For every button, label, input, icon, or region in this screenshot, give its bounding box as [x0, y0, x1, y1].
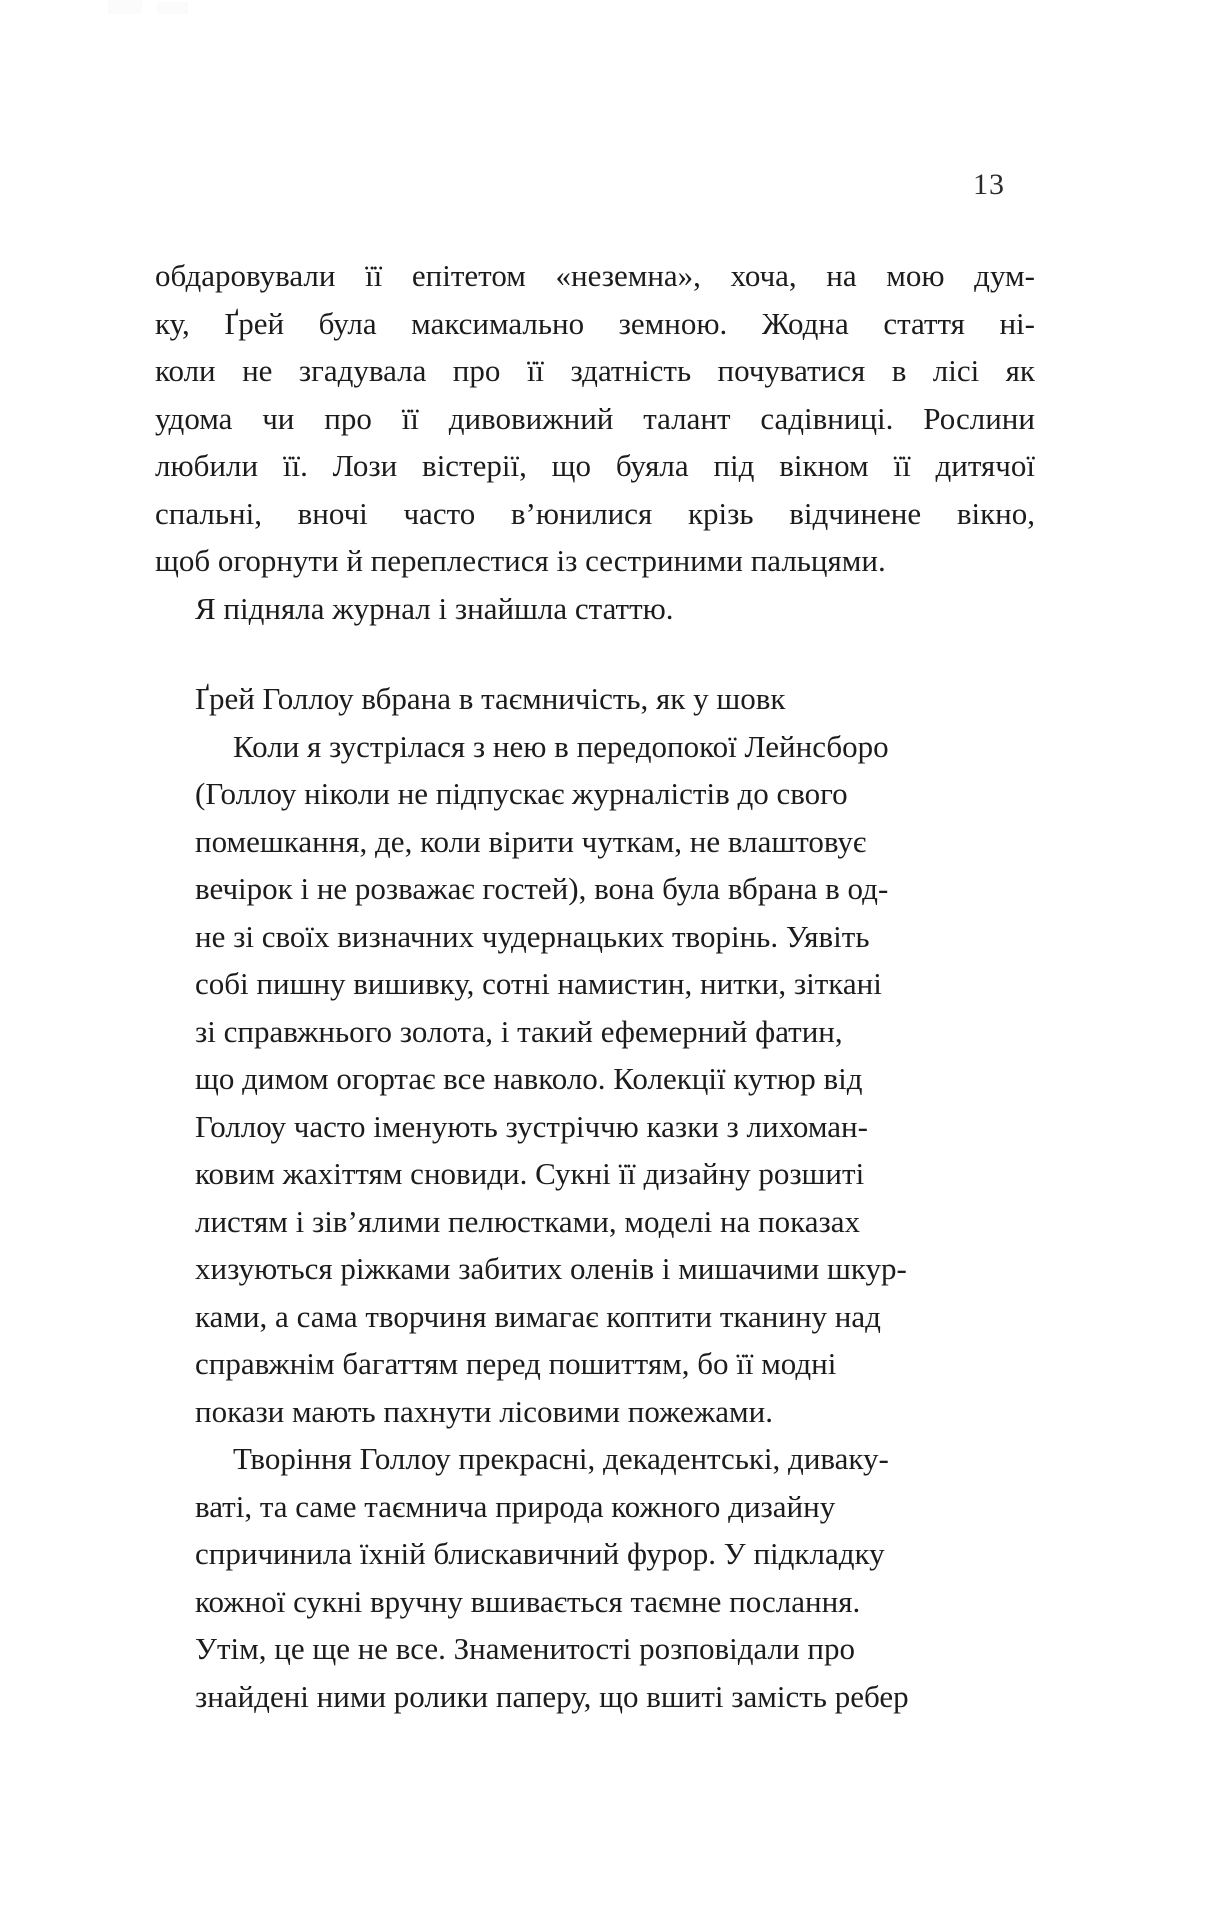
text-line: кожної сукні вручну вшивається таємне послання. — [195, 1583, 861, 1619]
text-line: ку, Ґрей була максимально земною. Жодна стаття ні- — [155, 305, 1035, 341]
text-line: ками, а сама творчиня вимагає коптити тканину над — [195, 1298, 881, 1334]
text-line: спальні, вночі часто в’юнилися крізь відчинене вікно, — [155, 495, 1035, 531]
text-line: Творіння Голлоу прекрасні, декадентські, диваку- — [233, 1441, 889, 1476]
text-line: (Голлоу ніколи не підпускає журналістів до свого — [195, 776, 848, 811]
text-line: знайдені ними ролики паперу, що вшиті замість ребер — [195, 1678, 909, 1714]
text-line: собі пишну вишивку, сотні намистин, нитки, зіткані — [195, 966, 882, 1001]
text-line: що димом огортає все навколо. Колекції кутюр від — [195, 1061, 863, 1096]
scan-artifact — [108, 0, 142, 14]
text-line: покази мають пахнути лісовими пожежами. — [195, 1393, 773, 1429]
scan-artifact — [158, 2, 188, 14]
article-title-line: Ґрей Голлоу вбрана в таємничість, як у шовк — [195, 681, 786, 716]
intro-paragraph — [155, 252, 1035, 585]
text-line: помешкання, де, коли вірити чуткам, не влаштовує — [195, 823, 867, 859]
page-number: 13 — [973, 168, 1005, 201]
text-line: щоб огорнути й переплестися із сестриними пальцями. — [155, 543, 886, 578]
text-line: спричинила їхній блискавичний фурор. У підкладку — [195, 1536, 885, 1571]
text-line: зі справжнього золота, і такий ефемерний фатин, — [195, 1013, 843, 1049]
text-line: Голлоу часто іменують зустріччю казки з лихоман- — [195, 1108, 868, 1144]
text-column — [155, 252, 1035, 1720]
text-line: не зі своїх визначних чудернацьких творінь. Уявіть — [195, 918, 870, 954]
text-line: удома чи про її дивовижний талант садівниці. Рослини — [155, 400, 1035, 436]
text-line: коли не згадувала про її здатність почуватися в лісі як — [155, 353, 1035, 388]
text-line: вечірок і не розважає гостей), вона була вбрана в од- — [195, 871, 889, 906]
magazine-article-excerpt — [155, 675, 1035, 1720]
intro-indented-line: Я підняла журнал і знайшла статтю. — [195, 590, 674, 626]
text-line: справжнім багаттям перед пошиттям, бо її модні — [195, 1346, 837, 1381]
text-line: хизуються ріжками забитих оленів і мишачими шкур- — [195, 1251, 907, 1286]
text-line: ваті, та саме таємнича природа кожного дизайну — [195, 1488, 836, 1524]
text-line: любили її. Лози вістерії, що буяла під вікном її дитячої — [155, 448, 1035, 483]
text-line: обдаровували її епітетом «неземна», хоча, на мою дум- — [155, 258, 1035, 293]
text-line: листям і зів’ялими пелюстками, моделі на показах — [195, 1203, 861, 1239]
text-line: Утім, це ще не все. Знаменитості розповідали про — [195, 1631, 855, 1666]
text-line: Коли я зустрілася з нею в передопокої Лейнсборо — [233, 728, 889, 764]
text-line: ковим жахіттям сновиди. Сукні її дизайну розшиті — [195, 1156, 865, 1191]
